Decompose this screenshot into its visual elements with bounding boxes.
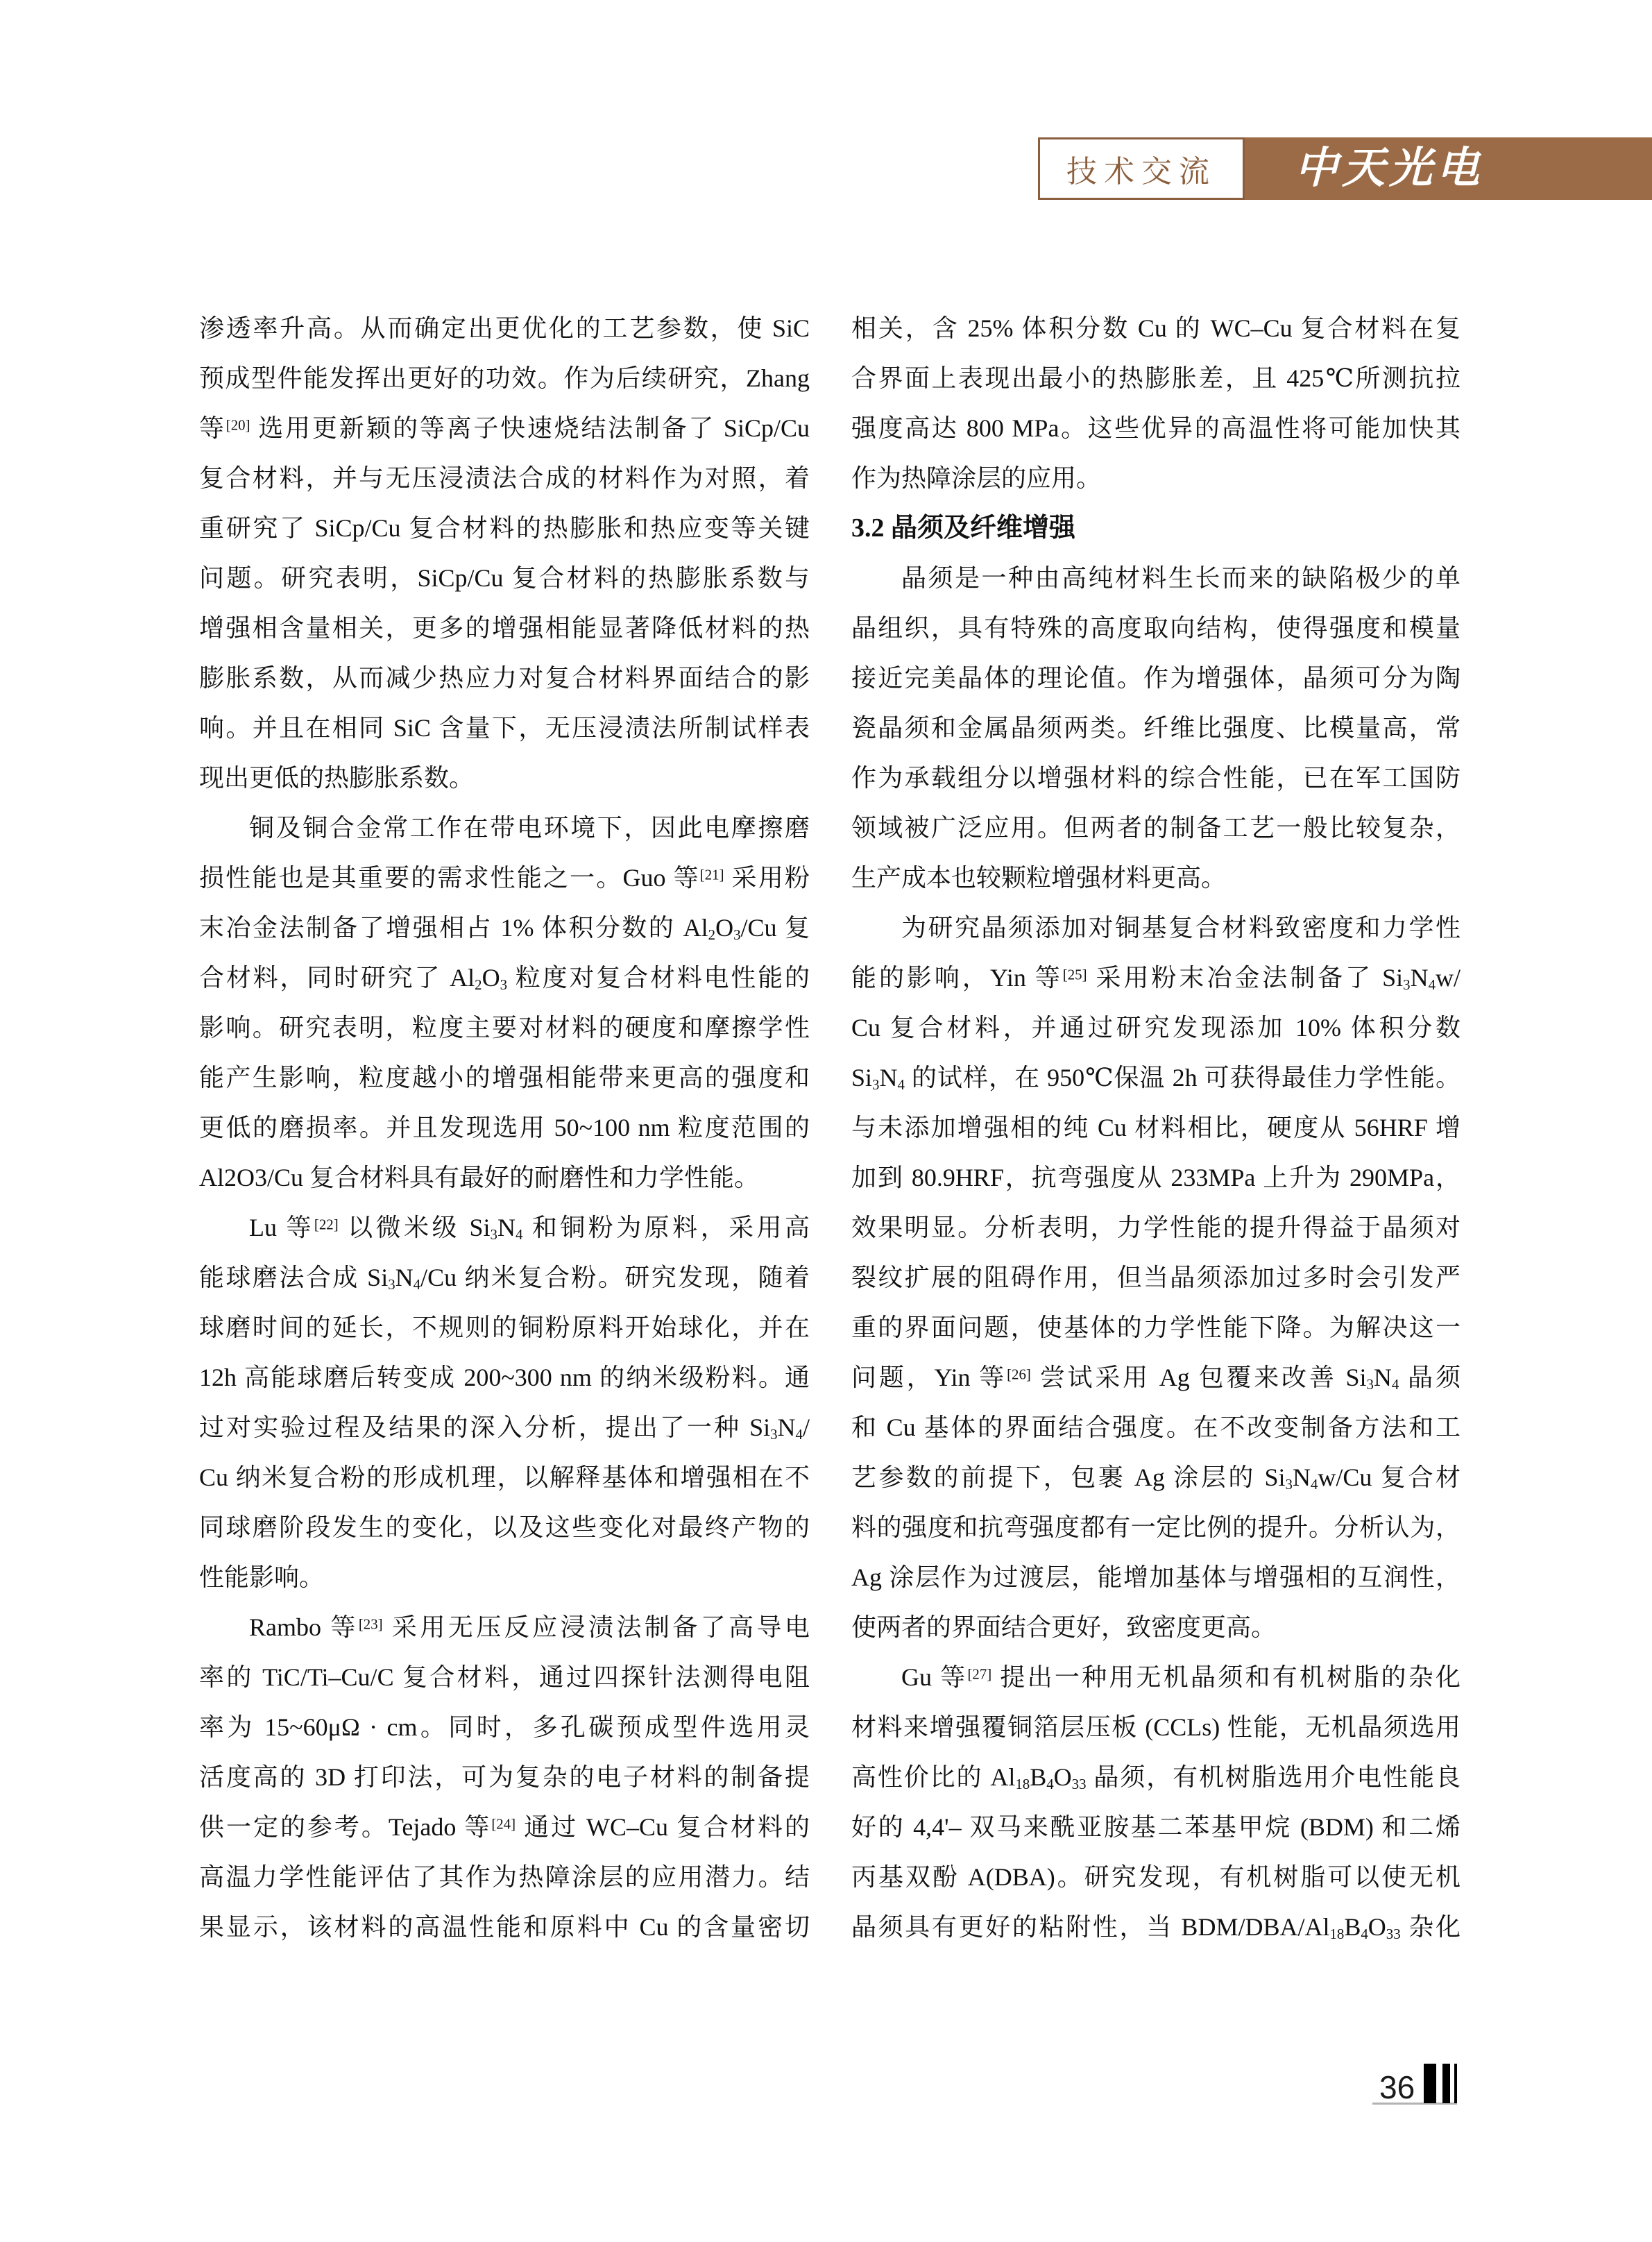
text-line: 使两者的界面结合更好，致密度更高。 [851,1613,1277,1641]
text-line: 料的强度和抗弯强度都有一定比例的提升。分析认为， [851,1513,1461,1541]
text-line: 问题，Yin 等[26] 尝试采用 Ag 包覆来改善 $Si_3N_4$ 晶须 [851,1364,1461,1393]
text-line: 和 Cu 基体的界面结合强度。在不改变制备方法和工 [851,1413,1461,1441]
text-line: 能球磨法合成 $Si_3N_4/Cu$ 纳米复合粉。研究发现，随着 [199,1264,810,1293]
text-line: 晶组织，具有特殊的高度取向结构，使得强度和模量 [851,614,1461,642]
text-line: 膨胀系数，从而减少热应力对复合材料界面结合的影 [199,664,810,692]
text-line: 裂纹扩展的阻碍作用，但当晶须添加过多时会引发严 [851,1264,1461,1291]
text-line: 相关，含 25% 体积分数 Cu 的 WC–Cu 复合材料在复 [851,314,1461,342]
text-line: 合界面上表现出最小的热膨胀差，且 425℃所测抗拉 [851,364,1461,392]
text-line: 影响。研究表明，粒度主要对材料的硬度和摩擦学性 [199,1014,810,1042]
text-line: 预成型件能发挥出更好的功效。作为后续研究，Zhang [199,364,810,392]
text-line: 12h 高能球磨后转变成 200~300 nm 的纳米级粉料。通 [199,1364,810,1391]
text-line: 晶须具有更好的粘附性，当 BDM/$DBA/Al_{18}B_4O_{33}$ 杂化 [851,1913,1461,1943]
text-line: 高温力学性能评估了其作为热障涂层的应用潜力。结 [199,1863,810,1891]
section-heading: 3.2 晶须及纤维增强 [851,513,1076,543]
text-column-right [851,303,1461,1952]
text-line: 更低的磨损率。并且发现选用 50~100 nm 粒度范围的 [199,1114,810,1141]
section-label: 技术交流 [1066,155,1216,189]
text-line: 渗透率升高。从而确定出更优化的工艺参数，使 SiC [199,314,810,342]
header-banner [1038,137,1652,200]
text-line: 加到 80.9HRF，抗弯强度从 233MPa 上升为 290MPa， [851,1164,1461,1191]
footer-bars-icon [1454,2064,1457,2103]
text-line: 生产成本也较颗粒增强材料更高。 [851,864,1227,892]
text-line: 供一定的参考。Tejado 等[24] 通过 WC–Cu 复合材料的 [199,1813,810,1841]
text-line: Al2O3/Cu 复合材料具有最好的耐磨性和力学性能。 [199,1164,760,1191]
text-line: 艺参数的前提下，包裹 Ag 涂层的 $Si_3N_4w/Cu$ 复合材 [851,1463,1461,1493]
text-line: 能的影响，Yin 等[25] 采用粉末冶金法制备了 $Si_3N_4w/$ [851,964,1461,994]
text-line: 领域被广泛应用。但两者的制备工艺一般比较复杂， [851,814,1461,842]
text-line: 率为 15~60μΩ · cm。同时，多孔碳预成型件选用灵 [199,1713,810,1741]
text-line: Rambo 等[23] 采用无压反应浸渍法制备了高导电 [249,1613,810,1641]
text-line: 丙基双酚 A(DBA)。研究发现，有机树脂可以使无机 [851,1863,1461,1891]
text-line: 效果明显。分析表明，力学性能的提升得益于晶须对 [851,1214,1461,1241]
text-line: 能产生影响，粒度越小的增强相能带来更高的强度和 [199,1064,810,1092]
text-line: 为研究晶须添加对铜基复合材料致密度和力学性 [901,914,1461,942]
text-line: $Si_3N_4$ 的试样，在 950℃保温 2h 可获得最佳力学性能。 [851,1064,1461,1094]
text-line: 问题。研究表明，SiCp/Cu 复合材料的热膨胀系数与 [199,564,810,592]
text-line: 作为承载组分以增强材料的综合性能，已在军工国防 [851,764,1461,792]
text-line: 铜及铜合金常工作在带电环境下，因此电摩擦磨 [249,814,810,842]
text-line: 瓷晶须和金属晶须两类。纤维比强度、比模量高，常 [851,714,1461,742]
text-line: 与未添加增强相的纯 Cu 材料相比，硬度从 56HRF 增 [851,1114,1461,1141]
text-line: 好的 4,4'– 双马来酰亚胺基二苯基甲烷 (BDM) 和二烯 [851,1813,1461,1841]
text-line: 同球磨阶段发生的变化，以及这些变化对最终产物的 [199,1513,810,1541]
page-number: 36 [1379,2069,1415,2105]
text-line: 损性能也是其重要的需求性能之一。Guo 等[21] 采用粉 [199,864,810,892]
text-line: 响。并且在相同 SiC 含量下，无压浸渍法所制试样表 [199,714,810,742]
text-line: 复合材料，并与无压浸渍法合成的材料作为对照，着 [199,464,810,492]
text-line: 球磨时间的延长，不规则的铜粉原料开始球化，并在 [199,1314,810,1341]
text-column-left [199,303,810,1952]
text-line: 现出更低的热膨胀系数。 [199,764,475,792]
text-line: 等[20] 选用更新颖的等离子快速烧结法制备了 SiCp/Cu [199,414,810,442]
text-line: 材料来增强覆铜箔层压板 (CCLs) 性能，无机晶须选用 [851,1713,1461,1741]
text-line: 果显示，该材料的高温性能和原料中 Cu 的含量密切 [199,1913,810,1941]
text-line: 重的界面问题，使基体的力学性能下降。为解决这一 [851,1314,1461,1341]
text-line: 增强相含量相关，更多的增强相能显著降低材料的热 [199,614,810,642]
text-line: 作为热障涂层的应用。 [851,464,1102,492]
text-line: Lu 等[22] 以微米级 $Si_3N_4$ 和铜粉为原料，采用高 [249,1214,810,1243]
text-line: 合材料，同时研究了 $Al_2O_3$ 粒度对复合材料电性能的 [199,964,810,994]
text-line: 重研究了 SiCp/Cu 复合材料的热膨胀和热应变等关键 [199,514,810,542]
text-line: 晶须是一种由高纯材料生长而来的缺陷极少的单 [901,564,1461,592]
text-line: 过对实验过程及结果的深入分析，提出了一种 $Si_3N_4/$ [199,1413,810,1443]
text-line: Cu 纳米复合粉的形成机理，以解释基体和增强相在不 [199,1463,810,1491]
text-line: 活度高的 3D 打印法，可为复杂的电子材料的制备提 [199,1763,810,1791]
text-line: Gu 等[27] 提出一种用无机晶须和有机树脂的杂化 [901,1663,1461,1691]
text-line: 强度高达 800 MPa。这些优异的高温性将可能加快其 [851,414,1461,442]
footer-bars-icon [1424,2064,1436,2103]
text-line: 率的 TiC/Ti–Cu/C 复合材料，通过四探针法测得电阻 [199,1663,810,1691]
text-line: Ag 涂层作为过渡层，能增加基体与增强相的互润性， [851,1563,1461,1591]
footer-bars-icon [1442,2064,1450,2103]
text-line: 接近完美晶体的理论值。作为增强体，晶须可分为陶 [851,664,1461,692]
text-line: 性能影响。 [199,1563,325,1591]
text-line: 高性价比的 $Al_{18}B_4O_{33}$ 晶须，有机树脂选用介电性能良 [851,1763,1461,1793]
section-label-box [1038,137,1245,200]
text-line: 末冶金法制备了增强相占 1% 体积分数的 $Al_2O_3/Cu$ 复 [199,914,810,944]
journal-logo: 中天光电 [1295,142,1484,193]
text-line: Cu 复合材料，并通过研究发现添加 10% 体积分数 [851,1014,1461,1042]
